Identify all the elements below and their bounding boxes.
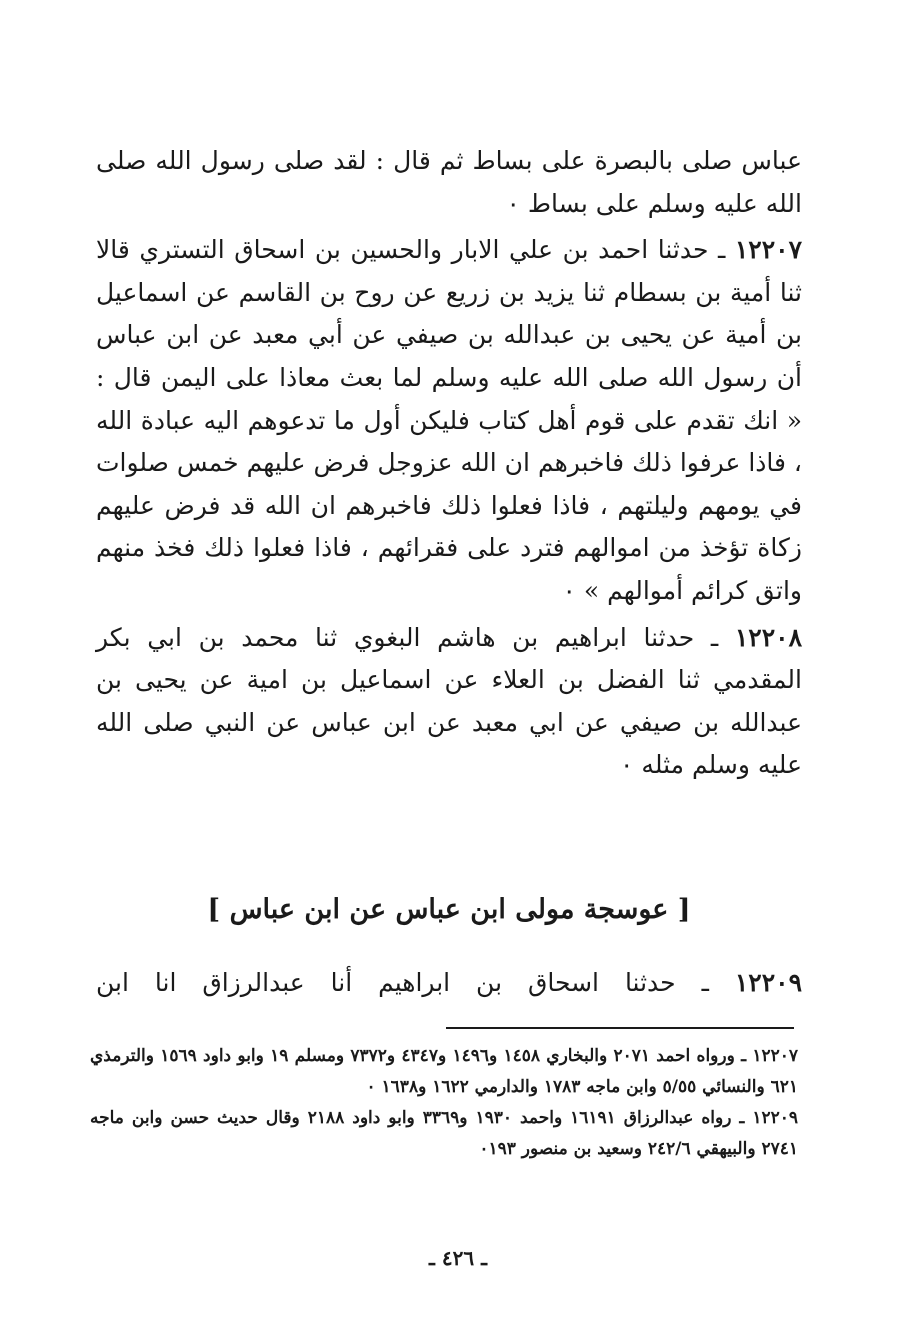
paragraph-text: ـ حدثنا احمد بن علي الابار والحسين بن اسحاق التستري قالا ثنا أمية بن بسطام ثنا يزيد بن زريع عن روح بن القاسم عن اسماعيل بن أمية عن يحيى بن عبدالله بن صيفي عن أبي معبد عن ابن عباس أن رسول الله صلى الله عليه وسلم لما بعث معاذا على اليمن قال : « انك تقدم على قوم أهل كتاب فليكن أول ما تدعوهم اليه عبادة الله ، فاذا عرفوا ذلك فاخبرهم ان الله عزوجل فرض عليهم خمس صلوات في يومهم وليلتهم ، فاذا فعلوا ذلك فاخبرهم ان الله قد فرض عليهم زكاة تؤخذ من اموالهم فترد على فقرائهم ، فاذا فعلوا ذلك فخذ منهم واتق كرائم أموالهم » ٠ bbox=[96, 235, 802, 605]
page-number: ـ ٤٢٦ ـ bbox=[429, 1246, 487, 1270]
hadith-entry-12207 bbox=[96, 229, 802, 612]
hadith-number: ١٢٢٠٩ bbox=[734, 968, 802, 997]
footnotes bbox=[90, 1041, 798, 1165]
hadith-entry-12208 bbox=[96, 617, 802, 787]
paragraph-text: عباس صلى بالبصرة على بساط ثم قال : لقد صلى رسول الله صلى الله عليه وسلم على بساط ٠ bbox=[96, 146, 802, 218]
hadith-number: ١٢٢٠٧ bbox=[734, 235, 802, 265]
footnote: ١٢٢٠٩ ـ رواه عبدالرزاق ١٦١٩١ واحمد ١٩٣٠ و٣٣٦٩ وابو داود ٢١٨٨ وقال حديث حسن وابن ماجه ٢٧٤١ والبيهقي ٢٤٢/٦ وسعيد بن منصور ٠١٩٣ bbox=[90, 1108, 798, 1159]
paragraph-text: ـ حدثنا ابراهيم بن هاشم البغوي ثنا محمد بن ابي بكر المقدمي ثنا الفضل بن العلاء عن اسماعيل بن امية عن يحيى بن عبدالله بن صيفي عن ابي معبد عن ابن عباس عن النبي صلى الله عليه وسلم مثله ٠ bbox=[96, 622, 802, 780]
footnote-divider bbox=[446, 1027, 794, 1029]
paragraph-text: ـ حدثنا اسحاق بن ابراهيم أنا عبدالرزاق انا ابن bbox=[96, 968, 709, 997]
hadith-number: ١٢٢٠٨ bbox=[734, 622, 802, 652]
paragraph-continuation bbox=[96, 140, 802, 225]
section-heading: [ عوسجة مولى ابن عباس عن ابن عباس ] bbox=[207, 894, 691, 925]
footnote: ١٢٢٠٧ ـ ورواه احمد ٢٠٧١ والبخاري ١٤٥٨ و١٤٩٦ و٤٣٤٧ و٧٣٧٢ ومسلم ١٩ وابو داود ١٥٦٩ والترمذي ٦٢١ والنسائي ٥/٥٥ وابن ماجه ١٧٨٣ والدارمي ١٦٢٢ و١٦٣٨ ٠ bbox=[90, 1046, 799, 1097]
hadith-entry-12209 bbox=[96, 962, 802, 1004]
main-text bbox=[96, 140, 802, 787]
